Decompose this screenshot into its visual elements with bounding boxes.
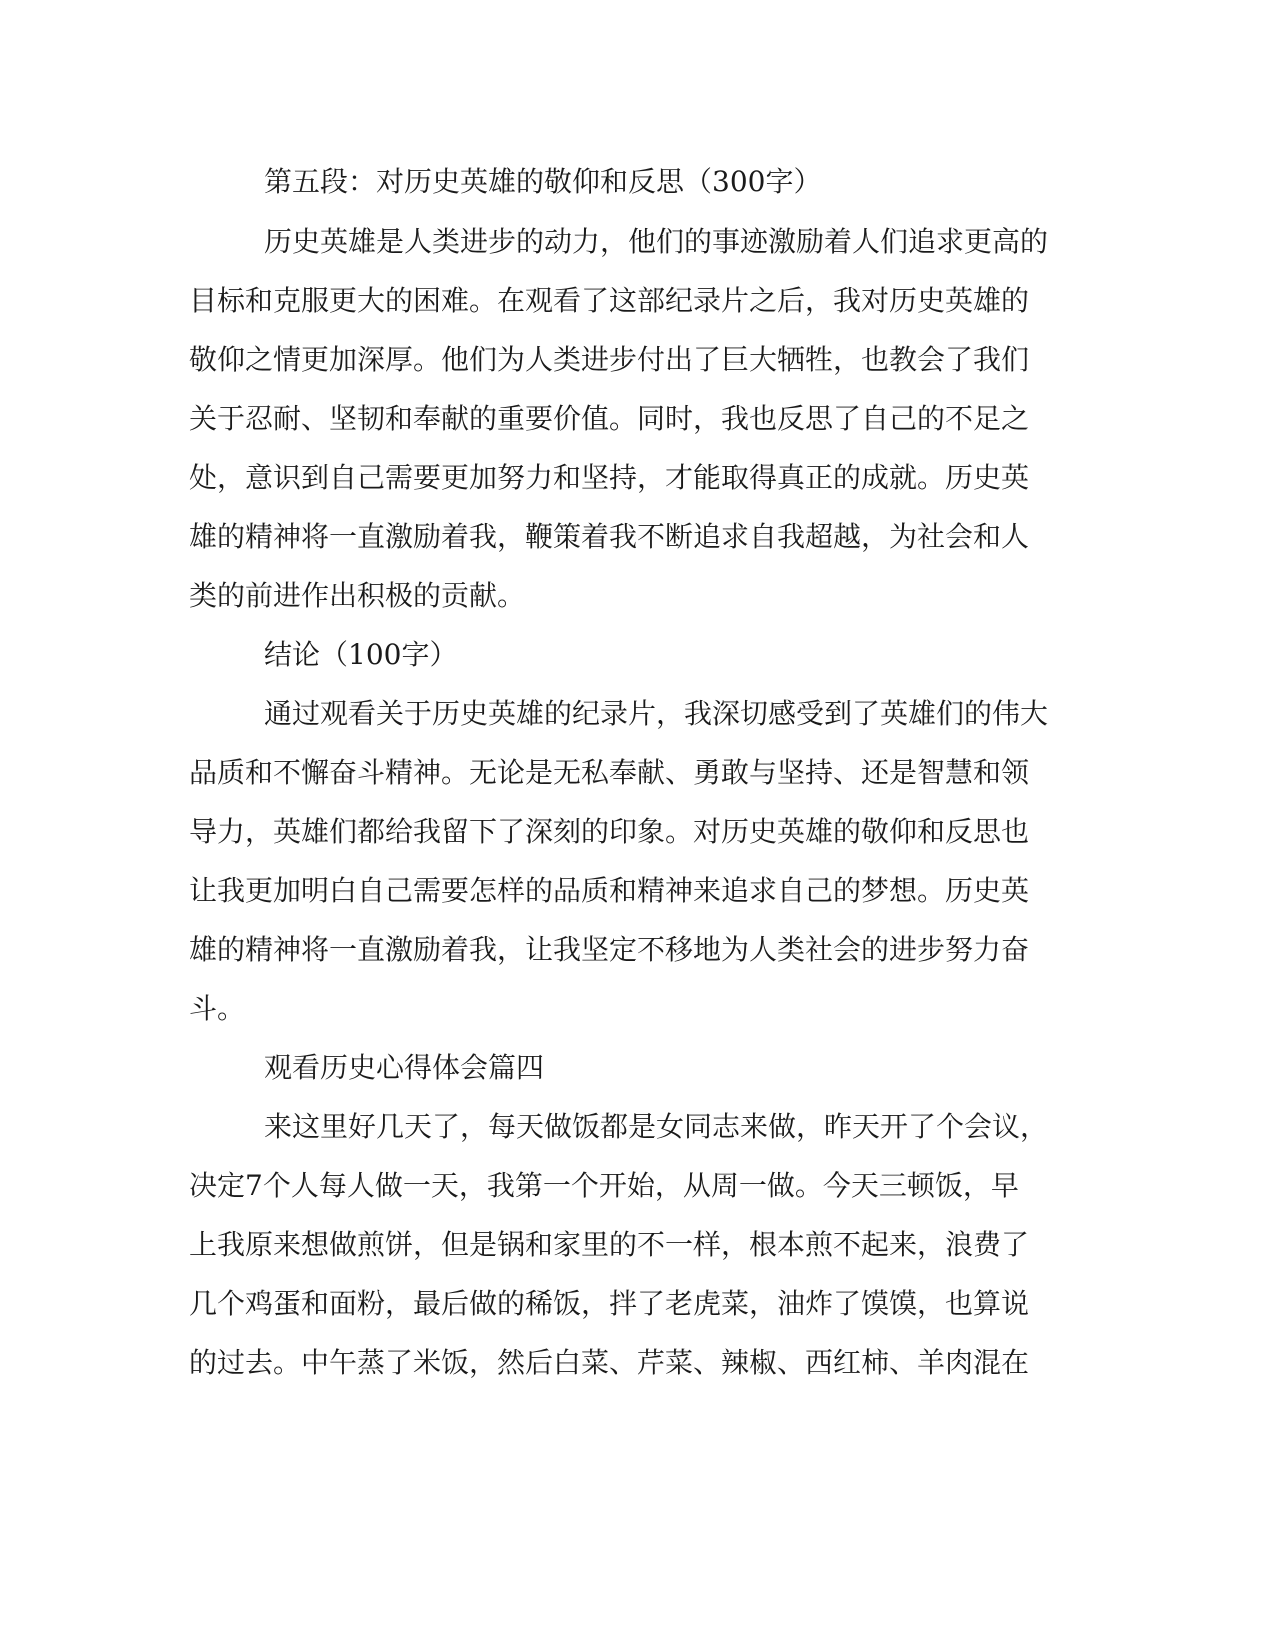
paragraph-line: 斗。 [189,992,246,1025]
paragraph-line: 通过观看关于历史英雄的纪录片，我深切感受到了英雄们的伟大 [264,697,1049,730]
paragraph-line: 品质和不懈奋斗精神。无论是无私奉献、勇敢与坚持、还是智慧和领 [189,756,1030,789]
paragraph-line: 类的前进作出积极的贡献。 [189,579,526,612]
section-heading: 第五段：对历史英雄的敬仰和反思（300字） [264,165,822,198]
paragraph-line: 导力，英雄们都给我留下了深刻的印象。对历史英雄的敬仰和反思也 [189,815,1030,848]
paragraph-line: 关于忍耐、坚韧和奉献的重要价值。同时，我也反思了自己的不足之 [189,402,1030,435]
paragraph-line: 让我更加明白自己需要怎样的品质和精神来追求自己的梦想。历史英 [189,874,1030,907]
paragraph-line: 目标和克服更大的困难。在观看了这部纪录片之后，我对历史英雄的 [189,284,1030,317]
paragraph-line: 敬仰之情更加深厚。他们为人类进步付出了巨大牺牲，也教会了我们 [189,343,1030,376]
paragraph-line: 几个鸡蛋和面粉，最后做的稀饭，拌了老虎菜，油炸了馍馍，也算说 [189,1287,1030,1320]
paragraph-line: 处，意识到自己需要更加努力和坚持，才能取得真正的成就。历史英 [189,461,1030,494]
paragraph-line: 雄的精神将一直激励着我，让我坚定不移地为人类社会的进步努力奋 [189,933,1030,966]
paragraph-line: 上我原来想做煎饼，但是锅和家里的不一样，根本煎不起来，浪费了 [189,1228,1030,1261]
section-heading: 结论（100字） [264,638,458,671]
paragraph-line: 历史英雄是人类进步的动力，他们的事迹激励着人们追求更高的 [264,225,1049,258]
paragraph-line: 来这里好几天了，每天做饭都是女同志来做，昨天开了个会议， [264,1110,1049,1143]
paragraph-line: 的过去。中午蒸了米饭，然后白菜、芹菜、辣椒、西红柿、羊肉混在 [189,1346,1030,1379]
paragraph-line: 决定7个人每人做一天，我第一个开始，从周一做。今天三顿饭，早 [189,1169,1019,1202]
paragraph-line: 雄的精神将一直激励着我，鞭策着我不断追求自我超越，为社会和人 [189,520,1030,553]
section-heading: 观看历史心得体会篇四 [264,1051,545,1084]
